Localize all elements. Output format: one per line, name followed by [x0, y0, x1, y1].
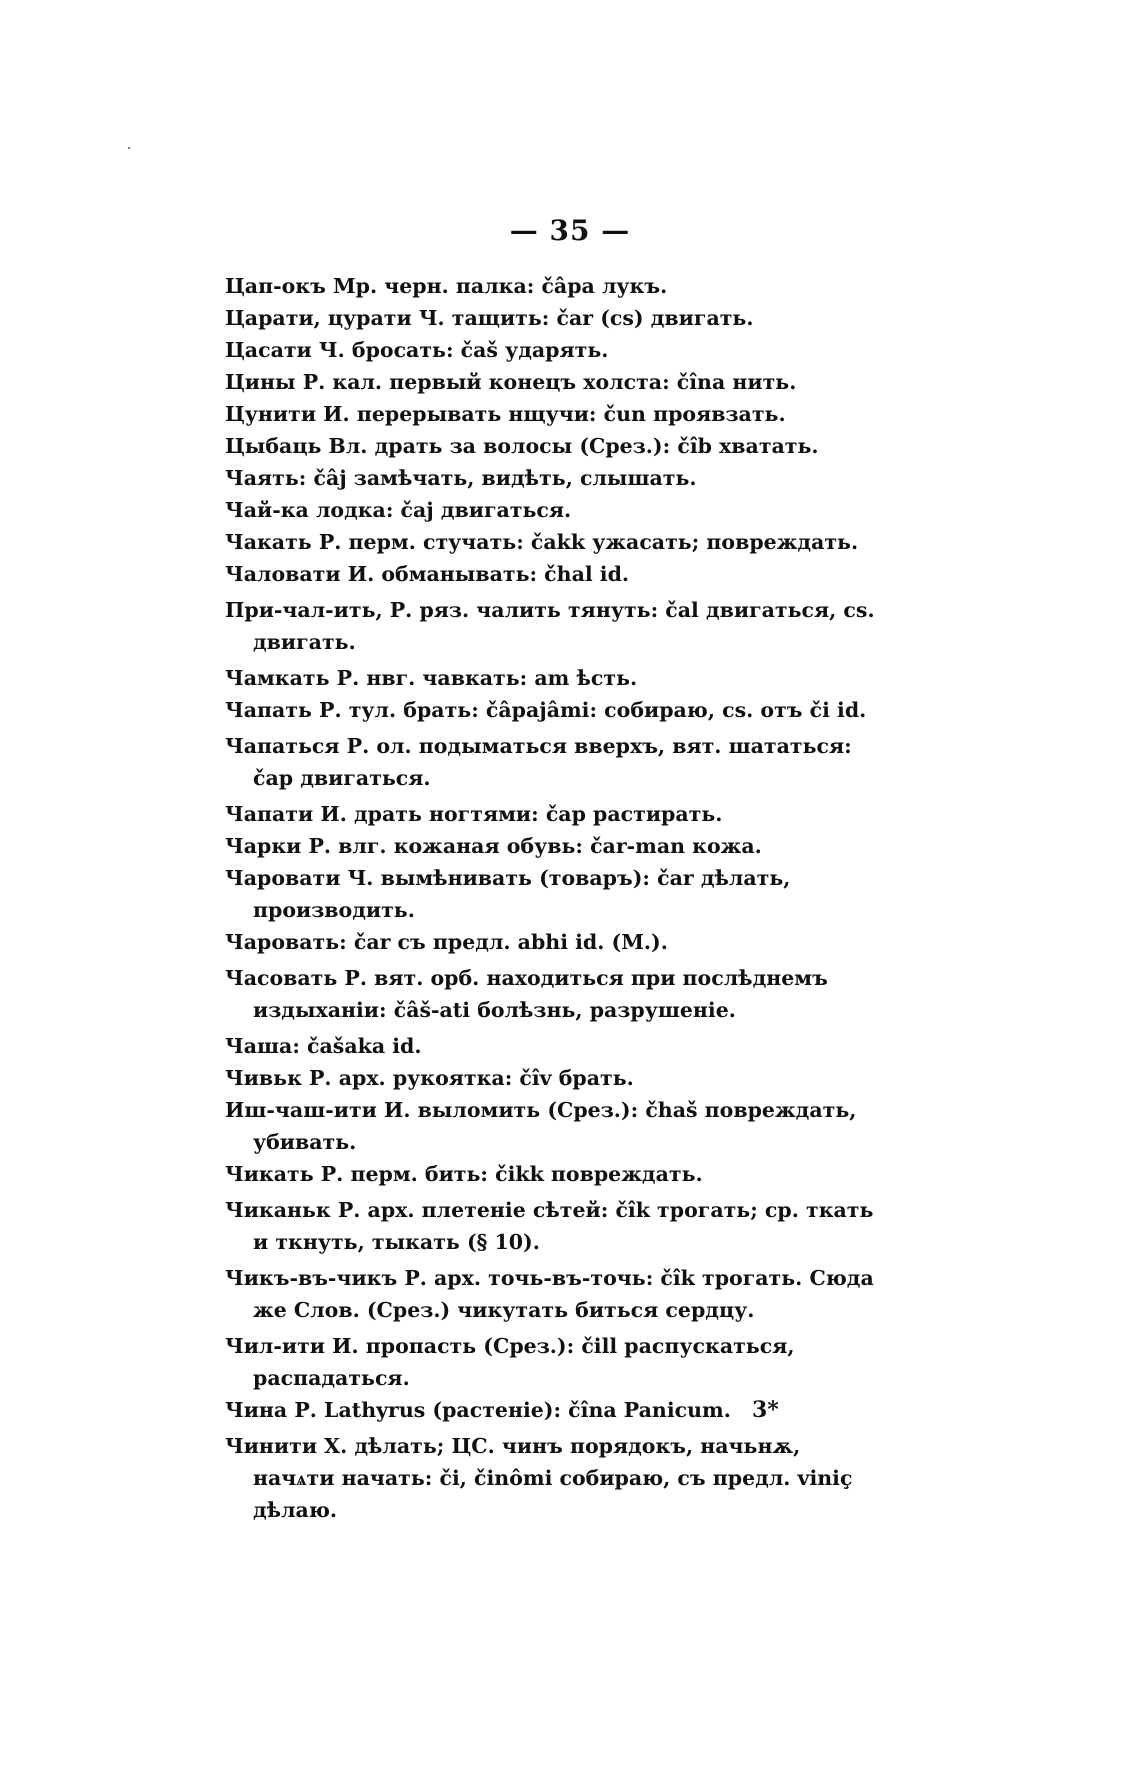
dictionary-entry: Чапать Р. тул. брать: čâpajâmi: собираю, cs. отъ či id.: [225, 698, 867, 722]
dictionary-entry: Цап-окъ Мр. черн. палка: čâpa лукъ.: [225, 274, 668, 298]
dictionary-entry: Цасати Ч. бросать: čaš ударять.: [225, 338, 609, 362]
dictionary-entry: Цыбаць Вл. драть за волосы (Срез.): čîb хватать.: [225, 434, 819, 458]
dictionary-entry: Чапати И. драть ногтями: čap растирать.: [225, 802, 723, 826]
dictionary-entries: [225, 270, 885, 1530]
dictionary-entry: Часовать Р. вят. орб. находиться при послѣднемъ издыханіи: čâš-ati болѣзнь, разрушеніе.: [225, 966, 828, 1022]
dictionary-entry: При-чал-ить, Р. ряз. чалить тянуть: čal двигаться, cs. двигать.: [225, 598, 875, 654]
dictionary-entry: Чивьк Р. арх. рукоятка: čîv брать.: [225, 1066, 634, 1090]
dictionary-entry: Цины Р. кал. первый конецъ холста: čîna нить.: [225, 370, 797, 394]
dictionary-entry: Иш-чаш-ити И. выломить (Срез.): čhaš повреждать, убивать.: [225, 1098, 857, 1154]
dictionary-entry: Чина Р. Lathyrus (растеніе): čîna Panicum.: [225, 1398, 731, 1422]
dictionary-entry: Чапаться Р. ол. подыматься вверхъ, вят. шататься: čap двигаться.: [225, 734, 852, 790]
dictionary-entry: Чиканьк Р. арх. плетеніе сѣтей: čîk трогать; ср. ткать и ткнуть, тыкать (§ 10).: [225, 1198, 874, 1254]
dictionary-entry: Чинити Х. дѣлать; ЦС. чинъ порядокъ, начьнѫ, начѧти начать: či, činômi собираю, съ предл. viniç дѣлаю.: [225, 1434, 853, 1522]
dictionary-entry: Чарки Р. влг. кожаная обувь: čar-man кожа.: [225, 834, 762, 858]
dictionary-entry: Чаша: čašaka id.: [225, 1034, 422, 1058]
print-speck: [128, 147, 130, 149]
dictionary-entry: Царати, цурати Ч. тащить: čar (cs) двигать.: [225, 306, 754, 330]
dictionary-entry: Чикъ-въ-чикъ Р. арх. точь-въ-точь: čîk трогать. Сюда же Слов. (Срез.) чикутать биться сердцу.: [225, 1266, 874, 1322]
dictionary-entry: Чил-ити И. пропасть (Срез.): čill распускаться, распадаться.: [225, 1334, 795, 1390]
dictionary-entry: Чаловати И. обманывать: čhal id.: [225, 562, 630, 586]
printer-signature-mark: 3*: [752, 1397, 779, 1423]
page-number: — 35 —: [509, 214, 631, 247]
dictionary-entry: Чай-ка лодка: čaj двигаться.: [225, 498, 572, 522]
dictionary-entry: Чаровать: čar съ предл. abhi id. (M.).: [225, 930, 668, 954]
dictionary-entry: Чикать Р. перм. бить: čikk повреждать.: [225, 1162, 703, 1186]
dictionary-entry: Чаровати Ч. вымѣнивать (товаръ): čar дѣлать, производить.: [225, 866, 791, 922]
dictionary-entry: Цунити И. перерывать нщучи: čun проявзать.: [225, 402, 786, 426]
dictionary-entry: Чакать Р. перм. стучать: čakk ужасать; повреждать.: [225, 530, 859, 554]
dictionary-entry: Чамкать Р. нвг. чавкать: am ѣсть.: [225, 666, 638, 690]
dictionary-entry: Чаять: čâj замѣчать, видѣть, слышать.: [225, 466, 697, 490]
